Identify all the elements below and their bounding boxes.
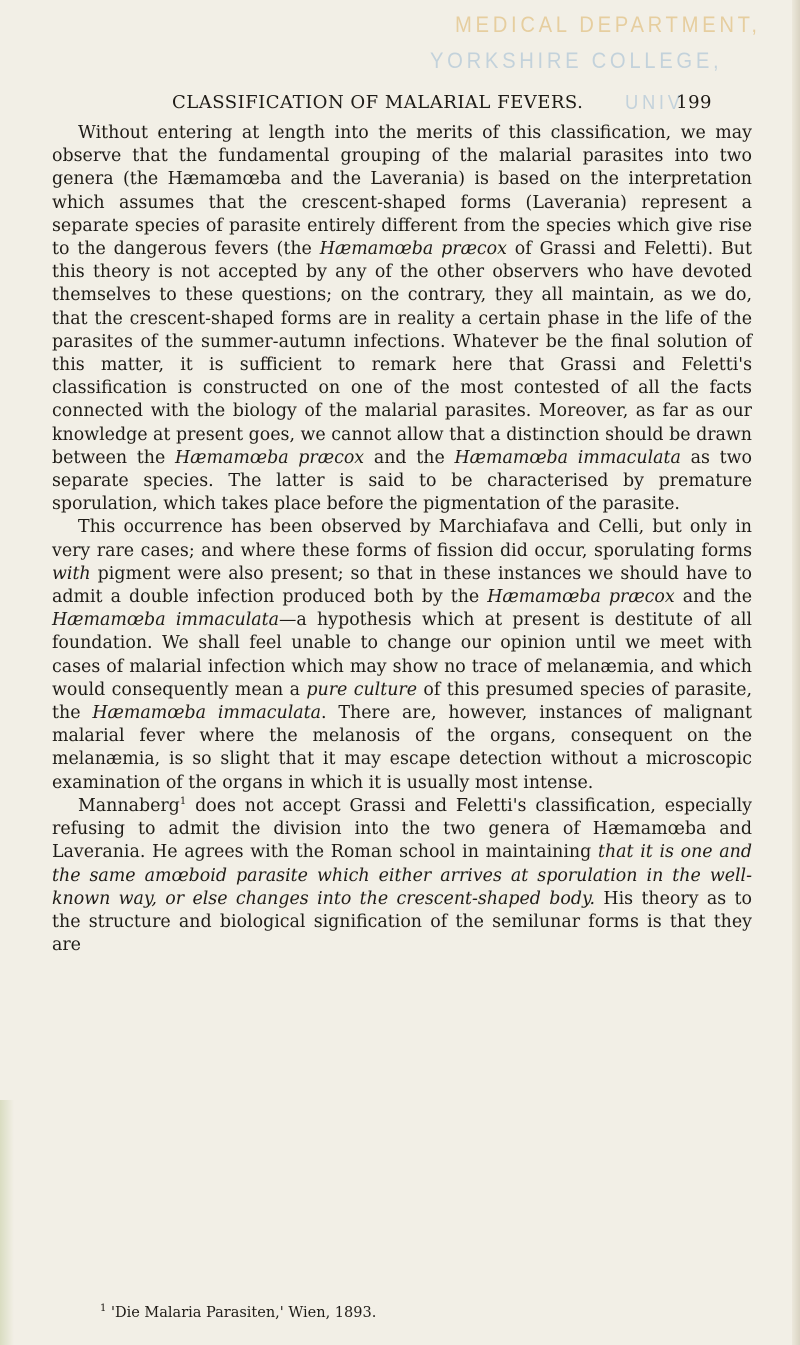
italic-text: Hæmamœba immaculata (52, 610, 279, 631)
body-text (52, 122, 752, 957)
footnote (52, 1305, 752, 1321)
italic-text: that it is one and the same amœboid parasite which either arrives at sporulation in the well-known way, or else changes into the crescent-shaped body. (52, 842, 752, 909)
page-edge-shadow (0, 1100, 14, 1345)
text-run: —a hypothesis which at present is destitute of all foundation. We shall feel unable to change our opinion until we meet with cases of malarial infection which may show no trace of melanæmia, and which would consequently mean a (52, 610, 752, 700)
text-run: . There are, however, instances of malignant malarial fever where the melanosis of the organs, consequent on the melanæmia, is so slight that it may escape detection without a microscopic examination of the organs in which it is usually most intense. (52, 703, 752, 793)
text-run: Mannaberg (78, 795, 180, 816)
footnote-marker: 1 (100, 1303, 107, 1315)
text-run: and the (674, 587, 753, 608)
footnote-reference: 1 (179, 796, 187, 808)
library-stamp-line-1: MEDICAL DEPARTMENT, (455, 12, 761, 37)
italic-text: with (52, 563, 91, 584)
paragraph (52, 516, 752, 794)
page-edge (792, 0, 800, 1345)
footnote-text: 'Die Malaria Parasiten,' Wien, 1893. (106, 1305, 377, 1321)
page-number: 199 (676, 92, 712, 113)
library-stamp-line-3: UNIV (625, 92, 684, 114)
paragraph (52, 795, 752, 957)
text-run: His theory as to the structure and biological signification of the semilunar forms is that they are (52, 888, 753, 956)
text-run: pigment were also present; so that in these instances we should have to admit a double infection produced both by the (52, 563, 752, 608)
italic-text: Hæmamœba præcox (487, 587, 675, 608)
text-run: and the (364, 447, 455, 468)
text-run: Without entering at length into the merits of this classification, we may observe that the fundamental grouping of the malarial parasites into two genera (the Hæmamœba and the Laverania) is based on the interpretation which assumes that the crescent-shaped forms (Laverania) represent a separate species of parasite entirely different from the species which give rise to the dangerous fevers (the (52, 123, 752, 260)
italic-text: Hæmamœba præcox (175, 447, 365, 468)
italic-text: pure culture (306, 679, 418, 700)
text-run: This occurrence has been observed by Marchiafava and Celli, but only in very rare cases; and where these forms of fission did occur, sporulating forms (52, 517, 752, 561)
italic-text: Hæmamœba immaculata (92, 703, 321, 724)
paragraph (52, 122, 752, 516)
text-run: of this presumed species of parasite, the (52, 679, 752, 724)
italic-text: Hæmamœba immaculata (454, 447, 681, 468)
italic-text: Hæmamœba præcox (319, 239, 507, 260)
text-run: does not accept Grassi and Feletti's classification, especially refusing to admit the division into the two genera of Hæmamœba and Laverania. He agrees with the Roman school in maintaining (52, 795, 752, 863)
text-run: as two separate species. The latter is said to be characterised by premature sporulation, which takes place before the pigmentation of the parasite. (52, 447, 752, 515)
text-run: of Grassi and Feletti). But this theory is not accepted by any of the other observers who have devoted themselves to these questions; on the contrary, they all maintain, as we do, that the crescent-shaped forms are in reality a certain phase in the life of the parasites of the summer-autumn infections. Whatever be the final solution of this matter, it is sufficient to remark here that Grassi and Feletti's classification is constructed on one of the most contested of all the facts connected with the biology of the malarial parasites. Moreover, as far as our knowledge at present goes, we cannot allow that a distinction should be drawn between the (52, 239, 752, 468)
library-stamp-line-2: YORKSHIRE COLLEGE, (430, 48, 723, 73)
chapter-title: CLASSIFICATION OF MALARIAL FEVERS. (172, 92, 584, 113)
